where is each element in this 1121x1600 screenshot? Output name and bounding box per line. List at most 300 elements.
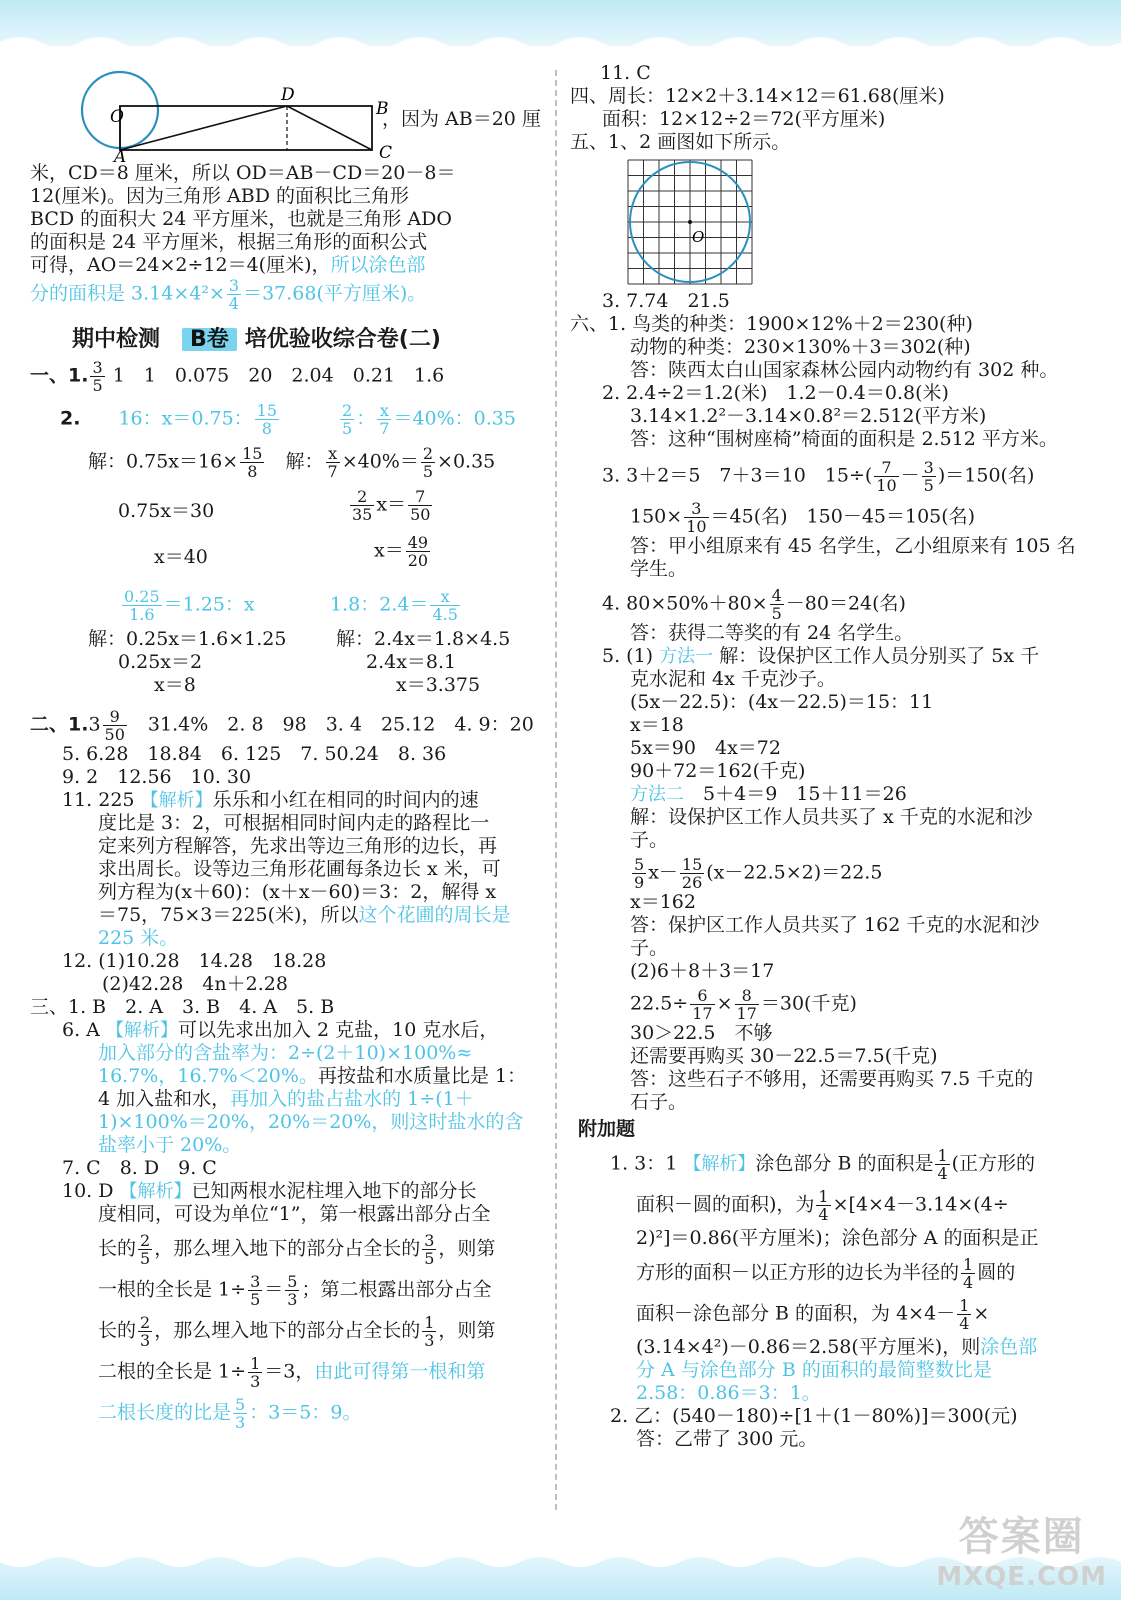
q5r-eq-b: (x－22.5×2)＝22.5 (706, 861, 883, 884)
s4-line-1: 四、周长：12×2＋3.14×12＝61.68(厘米) (570, 85, 945, 107)
q6-l4-a: 4 加入盐和水， (98, 1088, 231, 1110)
q5r-p2b-a: 22.5÷ (630, 992, 689, 1015)
fraction-den: 20 (407, 551, 429, 570)
e1-line-4 (570, 1256, 1105, 1291)
fraction-den: 8 (247, 462, 258, 481)
fraction-den: 3 (250, 1372, 261, 1391)
e1-a: 1. 3：1 (610, 1152, 678, 1175)
q4r-line-2: 答：获得二等奖的有 24 名学生。 (630, 622, 914, 644)
q5r-x-line: x＝162 (630, 891, 696, 913)
sol4-l2: 2.4x＝8.1 (366, 651, 457, 673)
label-a: A (114, 147, 127, 167)
q5r-eq-line (570, 856, 1105, 891)
fraction (632, 856, 646, 891)
fraction-num: 1 (959, 1296, 970, 1315)
fraction-num: 3 (92, 358, 103, 377)
section-title (72, 328, 545, 351)
watermark-line-2: MXQE.COM (936, 1562, 1107, 1592)
grid-circle-figure (628, 160, 752, 284)
e1-line-1 (570, 1147, 1105, 1182)
l-b2-text: x＝ (374, 539, 404, 562)
q10-line-6 (30, 1355, 545, 1390)
title-left: 期中检测 (72, 327, 161, 352)
sol-34-block (30, 628, 545, 700)
fraction-num: 1 (963, 1255, 974, 1274)
q6-line-5: 1)×100%＝20%，20%＝20%，则这时盐水的含 (98, 1111, 524, 1133)
fraction-den: 10 (686, 517, 707, 536)
q5r-p2b-b: × (716, 992, 733, 1015)
fraction (377, 402, 391, 437)
fraction (350, 488, 374, 523)
q10-l5-b: ，那么埋入地下的部分占全长的 (154, 1319, 421, 1342)
fraction (690, 987, 714, 1022)
q11-line-6 (30, 904, 545, 927)
fraction-den: 4 (818, 1205, 829, 1224)
q5r-m2-line-3: 子。 (630, 829, 669, 851)
top-banner (0, 0, 1121, 46)
q3r-l2-a: 150× (630, 505, 683, 528)
q10-l3-a: 长的 (98, 1237, 137, 1260)
fraction-num: 15 (681, 855, 703, 874)
fraction-den: 7 (379, 419, 390, 438)
fraction-den: 17 (736, 1004, 757, 1023)
q3r-line-2 (570, 500, 1105, 535)
q5r-m2-line-1 (570, 783, 1105, 806)
fraction-num: 2 (342, 401, 353, 420)
q2-eq2-rest: ＝40%：0.35 (393, 407, 516, 430)
s2-label: 二、1. (30, 713, 89, 736)
e1-line-6 (570, 1336, 1105, 1359)
q5r-line-2: 克水泥和 4x 千克沙子。 (630, 668, 836, 690)
q3r-b: － (900, 464, 920, 487)
fraction-num: 49 (407, 533, 429, 552)
fraction (255, 402, 279, 437)
q6-l3-a: 16.7%，16.7%＜20%。 (98, 1065, 318, 1087)
e1-l5-a: 面积－涂色部分 B 的面积，为 4×4－ (636, 1302, 956, 1325)
l-b1 (348, 488, 434, 523)
q3r-l2-b: ＝45(名) 150－45＝105(名) (710, 505, 976, 528)
sol3-l2: 0.25x＝2 (118, 651, 203, 673)
fraction-den: 9 (634, 873, 645, 892)
fraction-num: 1 (818, 1187, 829, 1206)
q10-line-5 (30, 1314, 545, 1349)
s4-line-2: 面积：12×12÷2＝72(平方厘米) (602, 108, 886, 130)
e1-line-2 (570, 1188, 1105, 1223)
q5r-ans-1: 答：保护区工作人员共买了 162 千克的水泥和沙 (630, 914, 1040, 936)
s2-line-3: 9. 2 12.56 10. 30 (62, 766, 252, 788)
q10-line-7 (30, 1396, 545, 1431)
watermark-line-1: 答案圈 (958, 1514, 1085, 1560)
q2-eq2-colon: ： (356, 407, 376, 430)
method-tag: 方法二 (630, 784, 684, 805)
sol-line-3 (30, 534, 545, 580)
q10-l5-a: 长的 (98, 1319, 137, 1342)
fraction-den: 4 (937, 1164, 948, 1183)
fraction (326, 445, 340, 480)
fraction-den: 3 (140, 1331, 151, 1350)
p1-l6-a: 分的面积是 3.14×4²× (30, 282, 225, 305)
q3-b: 1.8：2.4＝ (330, 593, 429, 616)
s5-line-3: 3. 7.74 21.5 (602, 290, 730, 312)
fraction-den: 5 (771, 604, 782, 623)
e1-line-8: 2.58：0.86＝3：1。 (636, 1382, 821, 1404)
s3-line-1: 三、1. B 2. A 3. B 4. A 5. B (30, 996, 335, 1018)
fraction-den: 35 (352, 505, 373, 524)
q6-line-4 (30, 1088, 545, 1111)
fraction-num: 15 (256, 401, 278, 420)
e1-b: 涂色部分 B 的面积是 (755, 1152, 934, 1175)
fraction (957, 1297, 971, 1332)
fraction-num: x (430, 588, 459, 606)
fraction-num: 3 (250, 1272, 261, 1291)
q6-line-2: 加入部分的含盐率为：2÷(2＋10)×100%≈ (98, 1042, 473, 1064)
mixed-whole: 3 (88, 713, 101, 736)
method-tag: 方法一 (659, 646, 714, 667)
grid-label-o: O (692, 228, 705, 246)
q4r-b: －80＝24(名) (785, 592, 906, 615)
fraction-num: 2 (422, 444, 434, 463)
s2-line-1 (30, 708, 545, 743)
fraction-den: 3 (287, 1290, 298, 1309)
label-c: C (379, 143, 393, 163)
s6-q2-l2: 3.14×1.2²－3.14×0.8²＝2.512(平方米) (630, 405, 987, 427)
fraction (735, 987, 759, 1022)
p1-line-4: 的面积是 24 平方厘米，根据三角形的面积公式 (30, 231, 428, 253)
l-b2 (374, 534, 432, 569)
p1-line-3: BCD 的面积大 24 平方厘米，也就是三角形 ADO (30, 208, 452, 230)
p1-l6-b: ＝37.68(平方厘米)。 (243, 282, 427, 305)
q10-l4-c: ；第二根露出部分占全 (301, 1278, 492, 1301)
fraction-den: 4 (963, 1273, 974, 1292)
fraction-num: 0.25 (124, 587, 160, 606)
q5r-p2d-line: 还需要再购买 30－22.5＝7.5(千克) (630, 1045, 938, 1067)
fraction-den: 50 (410, 505, 431, 524)
analysis-tag: 【解析】 (119, 1181, 192, 1202)
sol4-block (336, 628, 510, 697)
e1-l6-a: (3.14×4²)－0.86＝2.58(平方厘米)，则 (636, 1336, 981, 1358)
fraction (233, 1396, 247, 1431)
q6-a: 6. A (62, 1019, 100, 1041)
fraction (103, 708, 127, 743)
q10-l6-a: 二根的全长是 1÷ (98, 1360, 247, 1383)
fraction (340, 402, 354, 437)
column-divider (555, 70, 557, 1510)
fraction-den: 4.5 (432, 605, 458, 624)
fraction (430, 588, 459, 623)
grid-figure-row (570, 154, 1105, 290)
fraction-den: 26 (681, 873, 703, 892)
fraction-den: 3 (424, 1331, 435, 1350)
s1-rest: 1 1 0.075 20 2.04 0.21 1.6 (112, 364, 445, 387)
q3r-c: )＝150(名) (937, 464, 1035, 487)
fraction-num: x (377, 402, 391, 420)
sol-line-2 (30, 488, 545, 534)
fraction (422, 1232, 436, 1267)
e1-l4-a: 方形的面积－以正方形的边长为半径的 (636, 1261, 960, 1284)
fraction (680, 856, 704, 891)
q10-line-2: 度相同，可设为单位“1”，第一根露出部分占全 (98, 1203, 491, 1225)
figure-caption: ，因为 AB＝20 厘 (382, 108, 541, 130)
q3-a: ＝1.25：x (163, 593, 255, 616)
fraction-den: 5 (342, 419, 353, 438)
q5r-p2b-line (570, 987, 1105, 1022)
q5r-line-5: 5x＝90 4x＝72 (630, 737, 781, 759)
fraction (421, 445, 435, 480)
fraction (285, 1273, 299, 1308)
s2-line-2: 5. 6.28 18.84 6. 125 7. 50.24 8. 36 (62, 743, 447, 765)
q10-l7-b: ：3＝5：9。 (249, 1401, 362, 1424)
q10-l4-a: 一根的全长是 1÷ (98, 1278, 247, 1301)
p1-line-5 (30, 254, 545, 277)
s6-q2-l3: 答：这种“围树座椅”椅面的面积是 2.512 平方米。 (630, 428, 1058, 450)
watermark-logo (936, 1505, 1107, 1592)
q6-b: 可以先求出加入 2 克盐，10 克水后， (177, 1019, 499, 1041)
fraction-den: 5 (923, 476, 934, 495)
q11-a: 11. 225 (62, 789, 135, 811)
q6-l4-b: 再加入的盐占盐水的 1÷(1＋ (230, 1088, 474, 1110)
q11-line-3: 定来列方程解答，先求出等边三角形的边长，再 (98, 835, 498, 857)
fraction (770, 587, 784, 622)
s1-label: 一、1. (30, 364, 89, 387)
e2-line-2: 答：乙带了 300 元。 (636, 1428, 818, 1450)
fraction (935, 1147, 949, 1182)
e1-l4-b: 圆的 (977, 1261, 1016, 1284)
q12-line-2: (2)42.28 4n＋2.28 (102, 973, 288, 995)
fraction (874, 459, 898, 494)
q11-line-1 (30, 789, 545, 812)
q5r-line-1 (570, 645, 1105, 668)
s6-q1-l3: 答：陕西太白山国家森林公园内动物约有 302 种。 (630, 359, 1059, 381)
s5-line-1: 五、1、2 画图如下所示。 (570, 131, 791, 153)
fraction-den: 5 (140, 1249, 151, 1268)
q5r-p2f-line: 石子。 (630, 1091, 688, 1113)
q6-line-1 (30, 1019, 545, 1042)
e1-l6-b: 涂色部 (980, 1336, 1038, 1358)
q10-b: 已知两根水泥柱埋入地下的部分长 (191, 1180, 477, 1202)
s6-q1-l1: 六、1. 鸟类的种类：1900×12%＋2＝230(种) (570, 313, 973, 335)
fraction-num: 5 (634, 855, 645, 874)
extra-title: 附加题 (578, 1118, 636, 1140)
q5r-p2-line: (2)6＋8＋3＝17 (630, 960, 775, 982)
fraction-num: 2 (140, 1313, 151, 1332)
title-right: 培优验收综合卷(二) (244, 327, 441, 352)
analysis-tag: 【解析】 (683, 1153, 756, 1175)
e1-c: (正方形的 (951, 1152, 1036, 1175)
q4r-line-1 (570, 587, 1105, 622)
q10-l6-b: ＝3， (264, 1360, 315, 1383)
q5r-line-6: 90＋72＝162(千克) (630, 760, 806, 782)
fraction-num: 1 (250, 1354, 261, 1373)
q11-l5-a: ＝75，75×3＝225(米)，所以 (98, 904, 359, 926)
q10-l3-b: ，那么埋入地下的部分占全长的 (154, 1237, 421, 1260)
fraction (248, 1355, 262, 1390)
q3r-line-1 (570, 459, 1105, 494)
analysis-tag: 【解析】 (105, 1020, 178, 1041)
title-badge: B卷 (182, 328, 237, 351)
q2-line (30, 402, 545, 437)
fraction (961, 1256, 975, 1291)
fraction-num: 7 (408, 488, 432, 506)
p1-l5-a: 可得，AO＝24×2÷12＝4(厘米)， (30, 254, 331, 276)
label-o: O (110, 107, 124, 127)
q5r-a: 5. (1) (602, 645, 654, 667)
q6-l3-b: 再按盐和水质量比是 1： (317, 1065, 527, 1087)
q11-line-2: 度比是 3：2，可根据相同时间内走的路程比一 (98, 812, 490, 834)
s3-line-7: 7. C 8. D 9. C (62, 1157, 217, 1179)
l-a1: 0.75x＝30 (118, 500, 215, 522)
wave-decoration-top (0, 32, 1121, 52)
fraction (227, 277, 241, 312)
s6-q2-l1: 2. 2.4÷2＝1.2(米) 1.2－0.4＝0.8(米) (602, 382, 949, 404)
fraction-num: 1 (424, 1313, 435, 1332)
q5r-p2c-line: 30＞22.5 不够 (630, 1022, 773, 1044)
label-b: B (376, 99, 389, 119)
left-column (30, 62, 545, 1431)
fraction-num: 3 (424, 1231, 435, 1250)
label-d: D (281, 85, 295, 105)
fraction-den: 5 (422, 462, 434, 481)
r11-line: 11. C (600, 62, 651, 84)
q5r-m2-rest: 5＋4＝9 15＋11＝26 (703, 783, 907, 805)
fraction (406, 534, 430, 569)
fraction-den: 5 (92, 376, 103, 395)
fraction (684, 500, 708, 535)
fraction (122, 588, 162, 623)
fraction-den: 1.6 (129, 605, 155, 624)
fraction-num: 3 (228, 276, 240, 295)
q4r-a: 4. 80×50%＋80× (602, 592, 768, 615)
p1-line-6 (30, 277, 545, 312)
e1-line-7: 分 A 与涂色部分 B 的面积的最简整数比是 (636, 1359, 992, 1381)
q3r-a: 3. 3＋2＝5 7＋3＝10 15÷( (602, 464, 873, 487)
fraction-num: 15 (242, 444, 263, 463)
q10-l5-c: ，则第 (438, 1319, 496, 1342)
fraction-num: 1 (937, 1146, 948, 1165)
e1-l5-b: × (973, 1302, 990, 1325)
sol2-c: ×0.35 (437, 450, 496, 473)
q5r-p2e-line: 答：这些石子不够用，还需要再购买 7.5 千克的 (630, 1068, 1034, 1090)
fraction-num: 3 (923, 458, 934, 477)
q11-line-5: 列方程为(x＋60)：(x＋x－60)＝3：2，解得 x (98, 881, 497, 903)
sol3-l3: x＝8 (154, 674, 196, 696)
fraction-den: 7 (327, 462, 338, 481)
fraction-den: 50 (104, 725, 125, 744)
q2-eq1: 16：x＝0.75： (118, 407, 253, 430)
fraction-num: x (326, 445, 340, 463)
fraction-num: 6 (690, 987, 714, 1005)
fraction (408, 488, 432, 523)
q10-l3-c: ，则第 (438, 1237, 496, 1260)
l-b1-mid: x＝ (376, 493, 407, 516)
q5r-line-3: (5x－22.5)：(4x－22.5)＝15：11 (630, 691, 934, 713)
fraction-den: 17 (692, 1004, 713, 1023)
right-column (570, 62, 1105, 1451)
q10-l4-b: ＝ (264, 1278, 284, 1301)
q10-line-4 (30, 1273, 545, 1308)
p1-line-1: 米，CD＝8 厘米，所以 OD＝AB－CD＝20－8＝ (30, 162, 456, 184)
fraction-den: 5 (250, 1290, 261, 1309)
fraction-num: 8 (735, 987, 759, 1005)
q2-label: 2. (60, 407, 81, 430)
q3r-line-4: 学生。 (630, 558, 688, 580)
p1-line-2: 12(厘米)。因为三角形 ABD 的面积比三角形 (30, 185, 409, 207)
fraction (138, 1232, 152, 1267)
fraction (816, 1188, 830, 1223)
fraction-den: 10 (876, 476, 897, 495)
fraction-den: 4 (228, 294, 240, 313)
q5r-eq-a: x－ (648, 861, 678, 884)
fraction-num: 5 (287, 1272, 298, 1291)
fraction-den: 5 (424, 1249, 435, 1268)
q3-left (120, 588, 255, 623)
q11-line-4: 求出周长。设等边三角形花圃每条边长 x 米，可 (98, 858, 501, 880)
q3r-line-3: 答：甲小组原来有 45 名学生，乙小组原来有 105 名 (630, 535, 1076, 557)
q5r-b: 解：设保护区工作人员分别买了 5x 千 (719, 645, 1040, 667)
q10-line-1 (30, 1180, 545, 1203)
q10-a: 10. D (62, 1180, 114, 1202)
q12-line-1: 12. (1)10.28 14.28 18.28 (62, 950, 327, 972)
figure-block (30, 62, 545, 167)
e2-line-1: 2. 乙：(540－180)÷[1＋(1－80%)]＝300(元) (610, 1405, 1018, 1427)
geometry-figure (76, 62, 393, 167)
fraction-num: 5 (235, 1395, 246, 1414)
l-a2: x＝40 (154, 546, 208, 568)
sol-line-1 (30, 445, 545, 480)
q3-line (30, 588, 545, 628)
fraction (922, 459, 936, 494)
q11-line-7: 225 米。 (98, 927, 179, 949)
q3-right (330, 588, 462, 623)
q5r-p2b-c: ＝30(千克) (760, 992, 857, 1015)
fraction (138, 1314, 152, 1349)
sol4-l3: x＝3.375 (396, 674, 481, 696)
fraction-num: 9 (103, 708, 127, 726)
q5r-line-4: x＝18 (630, 714, 684, 736)
sol3-block (88, 628, 286, 697)
sol1-a: 解：0.75x＝16× (88, 450, 239, 473)
fraction-num: 7 (874, 459, 898, 477)
e1-line-3: 2)²]＝0.86(平方厘米)；涂色部分 A 的面积是正 (636, 1227, 1039, 1249)
e1-l2-b: ×[4×4－3.14×(4÷ (832, 1193, 1009, 1216)
q10-l7-a: 二根长度的比是 (98, 1401, 232, 1424)
fraction-den: 3 (235, 1413, 246, 1432)
q11-b: 乐乐和小红在相同的时间内的速 (212, 789, 479, 811)
fraction-den: 8 (261, 419, 272, 438)
fraction-den: 4 (959, 1314, 970, 1333)
fraction (90, 359, 104, 394)
s6-q1-l2: 动物的种类：230×130%＋3＝302(种) (630, 336, 971, 358)
fraction (248, 1273, 262, 1308)
q5r-ans-2: 子。 (630, 937, 669, 959)
q5r-m2-line-2: 解：设保护区工作人员共买了 x 千克的水泥和沙 (630, 806, 1033, 828)
fraction (422, 1314, 436, 1349)
q10-l6-c: 由此可得第一根和第 (314, 1360, 486, 1383)
fraction-num: 3 (684, 500, 708, 518)
analysis-tag: 【解析】 (140, 790, 213, 811)
sol2-a: 解： (285, 450, 324, 473)
fraction-num: 2 (350, 488, 374, 506)
e1-l2-a: 面积－圆的面积)，为 (636, 1193, 815, 1216)
fraction-num: 2 (140, 1231, 151, 1250)
q6-line-6: 盐率小于 20%。 (98, 1134, 242, 1156)
sol3-l1: 解：0.25x＝1.6×1.25 (88, 628, 287, 650)
fraction (240, 445, 264, 480)
s2-l1-rest: 31.4% 2. 8 98 3. 4 25.12 4. 9：20 (147, 713, 534, 736)
e1-line-5 (570, 1297, 1105, 1332)
s1-line (30, 359, 545, 394)
q11-l5-b: 这个花圃的周长是 (358, 904, 511, 926)
fraction-num: 4 (771, 586, 782, 605)
